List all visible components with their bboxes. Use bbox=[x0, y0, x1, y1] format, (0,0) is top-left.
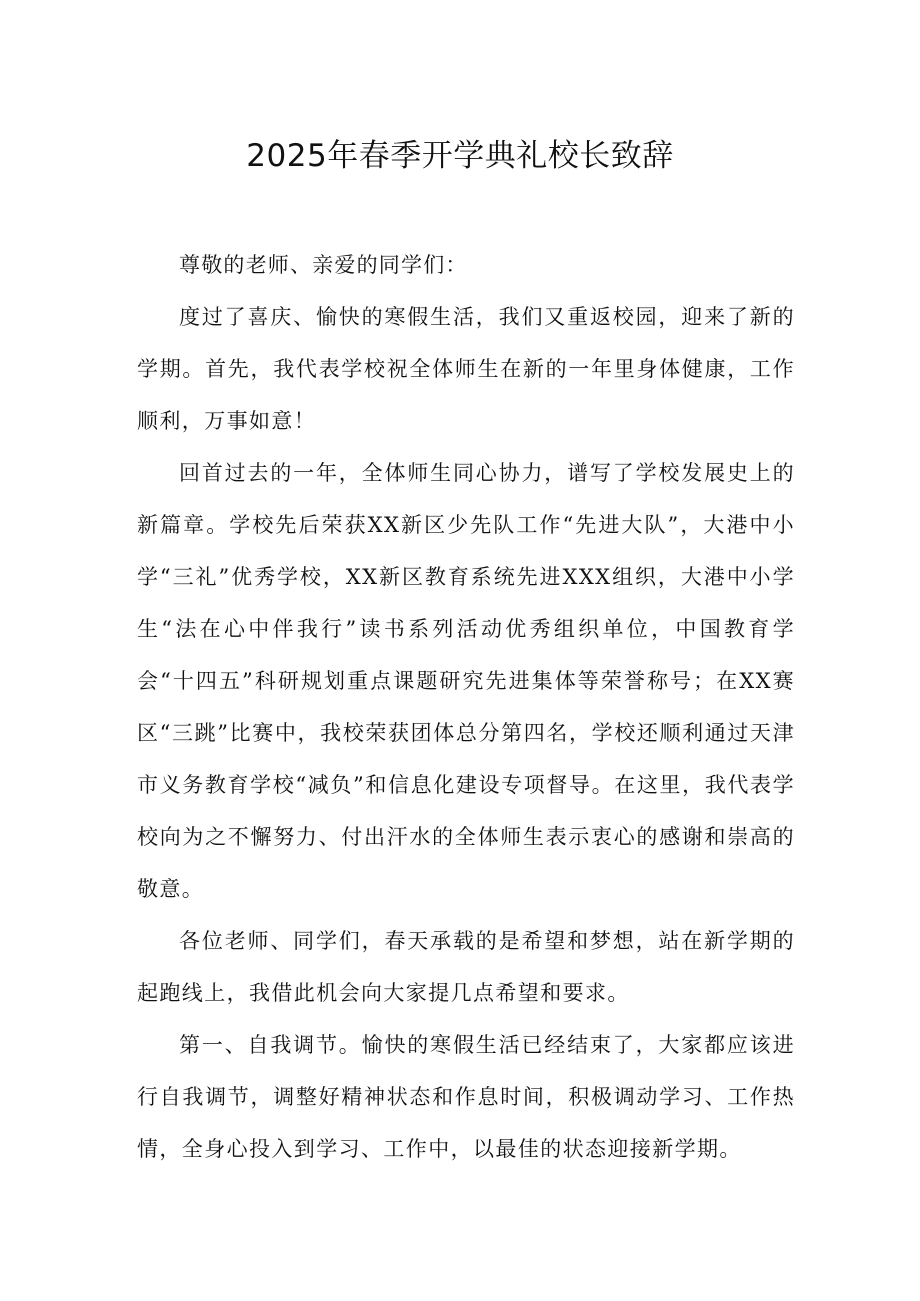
paragraph-achievements: 回首过去的一年，全体师生同心协力，谱写了学校发展史上的新篇章。学校先后荣获XX新区少先队工作“先进大队”，大港中小学“三礼”优秀学校，XX新区教育系统先进XXX组织，大港中小学生“法在心中伴我行”读书系列活动优秀组织单位，中国教育学会“十四五”科研规划重点课题研究先进集体等荣誉称号；在XX赛区“三跳”比赛中，我校荣获团体总分第四名，学校还顺利通过天津市义务教育学校“减负”和信息化建设专项督导。在这里，我代表学校向为之不懈努力、付出汗水的全体师生表示衷心的感谢和崇高的敬意。 bbox=[137, 461, 795, 901]
paragraph-greeting: 度过了喜庆、愉快的寒假生活，我们又重返校园，迎来了新的学期。首先，我代表学校祝全体师生在新的一年里身体健康，工作顺利，万事如意！ bbox=[137, 305, 795, 433]
paragraph-hopes: 各位老师、同学们，春天承载的是希望和梦想，站在新学期的起跑线上，我借此机会向大家提几点希望和要求。 bbox=[137, 929, 795, 1005]
salutation: 尊敬的老师、亲爱的同学们： bbox=[179, 253, 468, 277]
document-title: 2025年春季开学典礼校长致辞 bbox=[246, 138, 674, 174]
paragraph-self-adjustment: 第一、自我调节。愉快的寒假生活已经结束了，大家都应该进行自我调节，调整好精神状态和作息时间，积极调动学习、工作热情，全身心投入到学习、工作中，以最佳的状态迎接新学期。 bbox=[137, 1033, 795, 1161]
document-body bbox=[137, 239, 795, 1175]
